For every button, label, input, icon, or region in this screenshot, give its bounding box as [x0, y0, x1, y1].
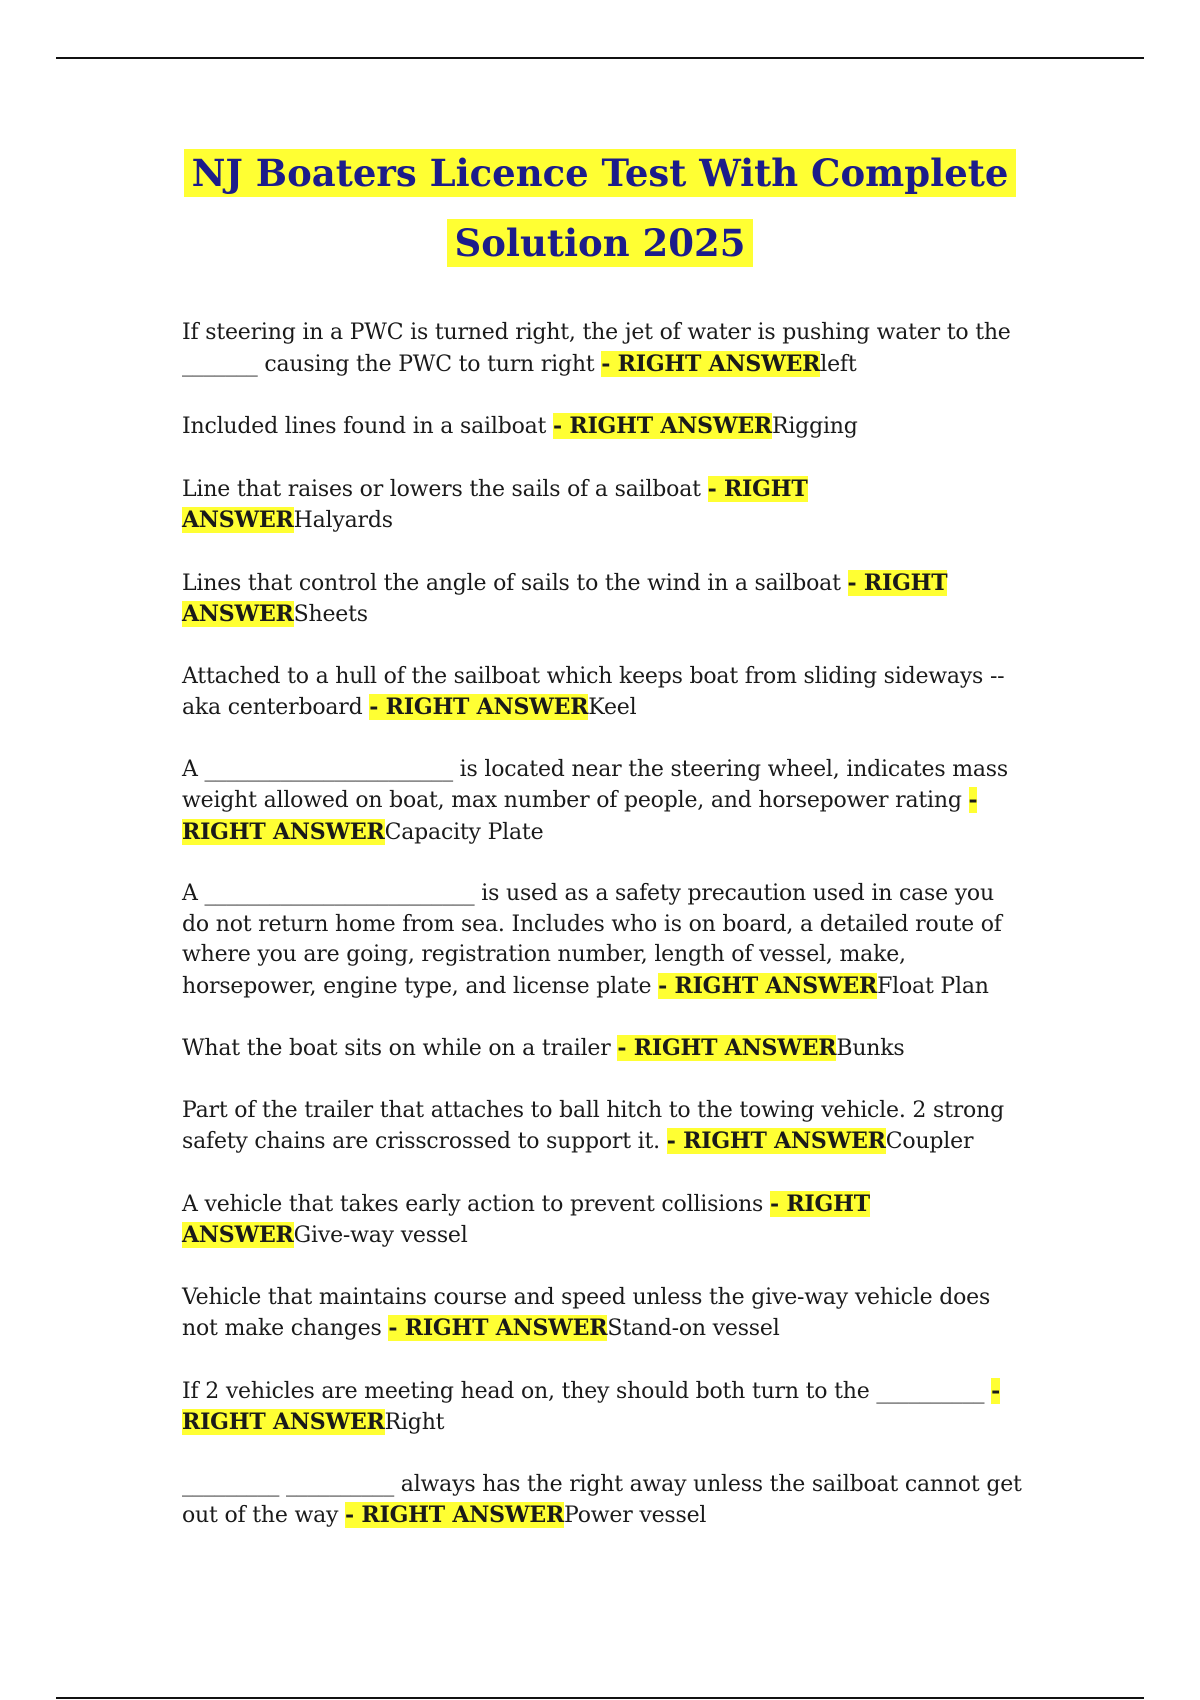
- title-line-2: Solution 2025: [447, 219, 754, 267]
- answer-text: Stand-on vessel: [607, 1316, 780, 1341]
- right-answer-marker: - RIGHT ANSWER: [658, 972, 878, 999]
- answer-text: Coupler: [885, 1129, 974, 1154]
- qa-item: [182, 1189, 1022, 1252]
- qa-item: [182, 1096, 1022, 1158]
- right-answer-marker: - RIGHT ANSWER: [182, 787, 978, 845]
- qa-item: [182, 1470, 1022, 1532]
- qa-item: [182, 1376, 1022, 1439]
- answer-text: Bunks: [836, 1036, 905, 1061]
- question-text: If 2 vehicles are meeting head on, they should both turn to the __________: [182, 1378, 985, 1404]
- right-answer-marker: - RIGHT ANSWER: [617, 1035, 837, 1061]
- qa-item: [182, 662, 1022, 724]
- answer-text: Power vessel: [564, 1503, 707, 1528]
- right-answer-marker: - RIGHT ANSWER: [182, 569, 948, 627]
- answer-text: Capacity Plate: [384, 819, 544, 845]
- question-text: What the boat sits on while on a trailer: [182, 1036, 611, 1061]
- document-title: [0, 138, 1200, 278]
- question-text: Lines that control the angle of sails to the wind in a sailboat: [182, 570, 841, 596]
- qa-item: [182, 1033, 1022, 1065]
- right-answer-marker: - RIGHT ANSWER: [666, 1128, 886, 1154]
- right-answer-marker: - RIGHT ANSWER: [388, 1315, 608, 1341]
- answer-text: Float Plan: [877, 973, 989, 999]
- answer-text: Give-way vessel: [293, 1223, 468, 1248]
- question-text: A vehicle that takes early action to prevent collisions: [182, 1191, 764, 1217]
- answer-text: Halyards: [293, 508, 393, 533]
- answer-text: Right: [384, 1410, 445, 1435]
- answer-text: Rigging: [771, 414, 858, 439]
- right-answer-marker: - RIGHT ANSWER: [182, 1190, 870, 1248]
- right-answer-marker: - RIGHT ANSWER: [369, 694, 589, 720]
- answer-text: Keel: [588, 695, 637, 720]
- question-text: _________ __________ always has the right away unless the sailboat cannot get out of the way: [182, 1471, 1022, 1528]
- qa-item: [182, 1283, 1022, 1345]
- right-answer-marker: - RIGHT ANSWER: [345, 1502, 565, 1528]
- question-text: Line that raises or lowers the sails of a sailboat: [182, 476, 701, 502]
- qa-item: [182, 879, 1022, 1002]
- header-rule: [56, 57, 1144, 59]
- question-text: Included lines found in a sailboat: [182, 414, 547, 439]
- right-answer-marker: - RIGHT ANSWER: [182, 1377, 1001, 1435]
- qa-item: [182, 755, 1022, 849]
- question-text: Part of the trailer that attaches to ball hitch to the towing vehicle. 2 strong safety chains are crisscrossed to support it.: [182, 1097, 1004, 1154]
- qa-item: [182, 568, 1022, 631]
- answer-text: left: [820, 351, 857, 377]
- qa-item: [182, 411, 1022, 443]
- question-text: A _______________________ is located near the steering wheel, indicates mass weight allowed on boat, max number of people, and horsepower rating: [182, 756, 1008, 813]
- footer-rule: [56, 1697, 1144, 1699]
- question-text: Attached to a hull of the sailboat which keeps boat from sliding sideways -- aka centerboard: [182, 663, 1005, 720]
- title-line-1: NJ Boaters Licence Test With Complete: [184, 149, 1017, 197]
- right-answer-marker: - RIGHT ANSWER: [552, 413, 772, 439]
- right-answer-marker: - RIGHT ANSWER: [601, 350, 821, 377]
- answer-text: Sheets: [293, 602, 368, 627]
- qa-item: [182, 318, 1022, 380]
- question-text: If steering in a PWC is turned right, the jet of water is pushing water to the _______ causing the PWC to turn right: [182, 320, 1011, 377]
- right-answer-marker: - RIGHT ANSWER: [182, 475, 808, 533]
- qa-list: [182, 318, 1022, 1563]
- question-text: Vehicle that maintains course and speed unless the give-way vehicle does not make changes: [182, 1284, 991, 1341]
- question-text: A _________________________ is used as a safety precaution used in case you do not return home from sea. Includes who is on board, a detailed route of where you are going, registration number, length of vessel, make, horsepower, engine type, and license plate: [182, 881, 1002, 999]
- qa-item: [182, 474, 1022, 537]
